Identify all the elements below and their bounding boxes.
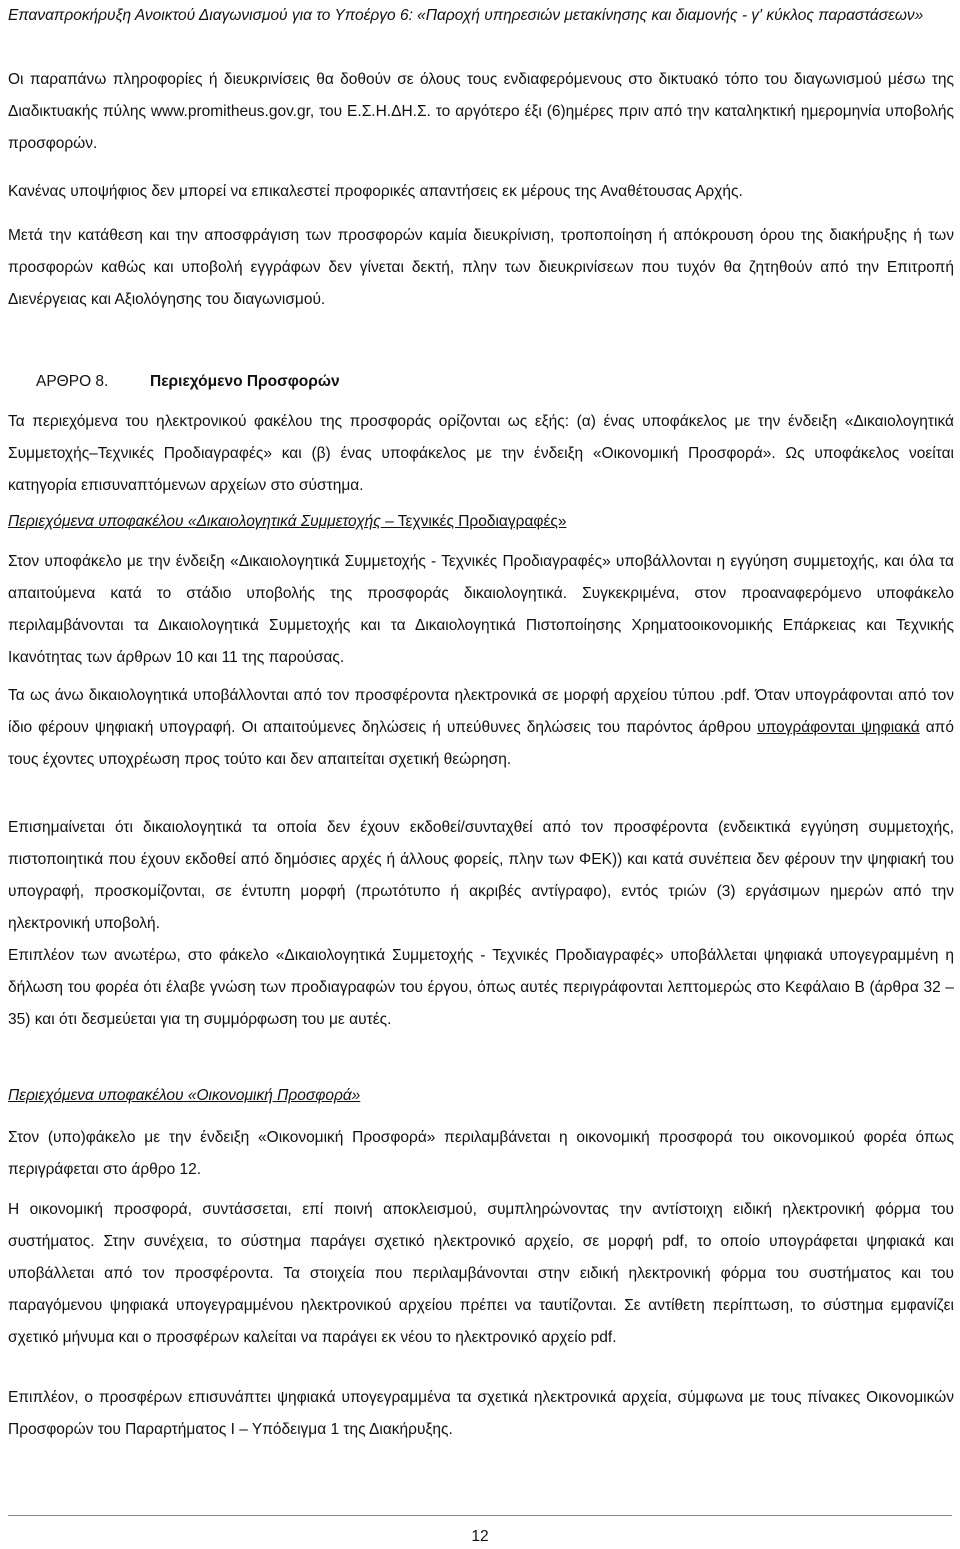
paragraph-intro-2: Κανένας υποψήφιος δεν μπορεί να επικαλεστεί προφορικές απαντήσεις εκ μέρους της Αναθέτουσας Αρχής.	[8, 183, 743, 200]
section1-paragraph-2	[8, 680, 954, 776]
section1-p2-pre: Τα ως άνω δικαιολογητικά υποβάλλονται από τον προσφέροντα ηλεκτρονικά σε μορφή αρχείου τύπου .pdf. Όταν υπογράφονται από τον ίδιο φέρουν ψηφιακή υπογραφή. Οι απαιτούμενες δηλώσεις ή υπεύθυνες δηλώσεις του παρόντος άρθρου	[8, 687, 954, 736]
promitheus-link[interactable]: www.promitheus.gov.gr	[150, 103, 310, 120]
section1-heading-italic: Περιεχόμενα υποφακέλου «Δικαιολογητικά Συμμετοχής	[8, 513, 381, 530]
document-header-line: Επαναπροκήρυξη Ανοικτού Διαγωνισμού για το Υποέργο 6: «Παροχή υπηρεσιών μετακίνησης και διαμονής - γ' κύκλος παραστάσεων»	[8, 7, 924, 24]
section2-paragraph-3: Επιπλέον, ο προσφέρων επισυνάπτει ψηφιακά υπογεγραμμένα τα σχετικά ηλεκτρονικά αρχεία, σύμφωνα με τους πίνακες Οικονομικών Προσφορών του Παραρτήματος Ι – Υπόδειγμα 1 της Διακήρυξης.	[8, 1389, 954, 1438]
section2-paragraph-2: Η οικονομική προσφορά, συντάσσεται, επί ποινή αποκλεισμού, συμπληρώνοντας την αντίστοιχη ειδική ηλεκτρονική φόρμα του συστήματος. Στην συνέχεια, το σύστημα παράγει σχετικό ηλεκτρονικό αρχείο, σε μορφή pdf, το οποίο υπογράφεται ψηφιακά και υποβάλλεται από τον προσφέροντα. Τα στοιχεία που περιλαμβάνονται στην ειδική ηλεκτρονική φόρμα του συστήματος και του παραγόμενου ψηφιακά υπογεγραμμένου ηλεκτρονικού αρχείου πρέπει να ταυτίζονται. Σε αντίθετη περίπτωση, το σύστημα εμφανίζει σχετικό μήνυμα και ο προσφέρων καλείται να παράγει εκ νέου το ηλεκτρονικό αρχείο pdf.	[8, 1201, 954, 1346]
article-number: ΑΡΘΡΟ 8.	[36, 373, 109, 390]
article-paragraph-1: Τα περιεχόμενα του ηλεκτρονικού φακέλου της προσφοράς ορίζονται ως εξής: (α) ένας υποφάκελος με την ένδειξη «Δικαιολογητικά Συμμετοχής–Τεχνικές Προδιαγραφές» και (β) ένας υποφάκελος με την ένδειξη «Οικονομική Προσφορά». Ως υποφάκελος νοείται κατηγορία επισυναπτόμενων αρχείων στο σύστημα.	[8, 413, 954, 494]
intro-p1-pre: Οι παραπάνω πληροφορίες ή διευκρινίσεις θα δοθούν σε όλους τους ενδιαφερόμενους στο δικτυακό τόπο του διαγωνισμού μέσω της Διαδικτυακής πύλης	[8, 71, 954, 120]
section1-paragraph-4: Επιπλέον των ανωτέρω, στο φάκελο «Δικαιολογητικά Συμμετοχής - Τεχνικές Προδιαγραφές» υποβάλλεται ψηφιακά υπογεγραμμένη η δήλωση του φορέα ότι έλαβε γνώση των προδιαγραφών του έργου, όπως αυτές περιγράφονται λεπτομερώς στο Κεφάλαιο Β (άρθρα 32 – 35) και ότι δεσμεύεται για τη συμμόρφωση του με αυτές.	[8, 947, 954, 1028]
article-heading	[8, 366, 954, 398]
section1-heading-rest: – Τεχνικές Προδιαγραφές»	[380, 513, 567, 530]
section-heading-financial-offer: Περιεχόμενα υποφακέλου «Οικονομική Προσφορά»	[8, 1087, 361, 1104]
intro-p1-post: , του Ε.Σ.Η.ΔΗ.Σ. το αργότερο έξι (6)ημέρες πριν από την καταληκτική ημερομηνία υποβολής προσφορών.	[8, 103, 954, 152]
section-heading-participation	[8, 506, 954, 538]
footer-divider	[8, 1515, 952, 1516]
page-number: 12	[471, 1528, 489, 1545]
section1-paragraph-1: Στον υποφάκελο με την ένδειξη «Δικαιολογητικά Συμμετοχής - Τεχνικές Προδιαγραφές» υποβάλλονται η εγγύηση συμμετοχής, και όλα τα απαιτούμενα κατά το στάδιο υποβολής της προσφοράς δικαιολογητικά. Συγκεκριμένα, στον προαναφερόμενο υποφάκελο περιλαμβάνονται τα Δικαιολογητικά Συμμετοχής και τα Δικαιολογητικά Πιστοποίησης Χρηματοοικονομικής Επάρκειας και Τεχνικής Ικανότητας των άρθρων 10 και 11 της παρούσας.	[8, 553, 954, 666]
paragraph-intro-3: Μετά την κατάθεση και την αποσφράγιση των προσφορών καμία διευκρίνιση, τροποποίηση ή απόκρουση όρου της διακήρυξης ή των προσφορών καθώς και υποβολή εγγράφων δεν γίνεται δεκτή, πλην των διευκρινίσεων που τυχόν θα ζητηθούν από την Επιτροπή Διενέργειας και Αξιολόγησης του διαγωνισμού.	[8, 227, 954, 308]
paragraph-intro-1	[8, 64, 954, 160]
section1-p2-underlined: υπογράφονται ψηφιακά	[757, 719, 920, 736]
section2-paragraph-1: Στον (υπο)φάκελο με την ένδειξη «Οικονομική Προσφορά» περιλαμβάνεται η οικονομική προσφορά του οικονομικού φορέα όπως περιγράφεται στο άρθρο 12.	[8, 1129, 954, 1178]
section1-p2-post: από τους έχοντες υποχρέωση προς τούτο και δεν απαιτείται σχετική θεώρηση.	[8, 719, 954, 768]
article-title: Περιεχόμενο Προσφορών	[150, 373, 340, 390]
section1-paragraph-3: Επισημαίνεται ότι δικαιολογητικά τα οποία δεν έχουν εκδοθεί/συνταχθεί από τον προσφέροντα (ενδεικτικά εγγύηση συμμετοχής, πιστοποιητικά που έχουν εκδοθεί από δημόσιες αρχές ή άλλους φορείς, πλην των ΦΕΚ)) και κατά συνέπεια δεν φέρουν την ψηφιακή του υπογραφή, προσκομίζονται, σε έντυπη μορφή (πρωτότυπο ή ακριβές αντίγραφο), εντός τριών (3) εργάσιμων ημερών από την ηλεκτρονική υποβολή.	[8, 819, 954, 932]
